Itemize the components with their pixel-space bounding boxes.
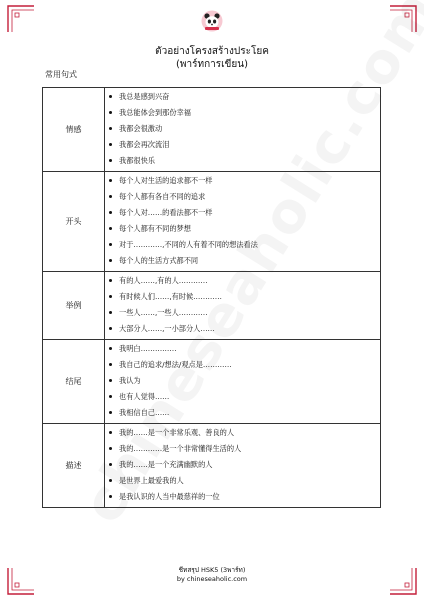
list-item: 每个人对……的看法都不一样 [119,207,380,219]
list-item: 我的……是一个充满幽默的人 [119,459,380,471]
corner-frame-top-right [388,4,418,34]
category-cell: 举例 [43,272,105,340]
list-item: 每个人都有不同的梦想 [119,223,380,235]
list-item: 我的…………是一个非常懂得生活的人 [119,443,380,455]
list-item: 我都会再次流泪 [119,139,380,151]
phrase-list [105,91,380,167]
category-cell: 结尾 [43,340,105,424]
list-item: 也有人觉得…… [119,391,380,403]
phrase-list [105,175,380,267]
table-row [43,272,381,340]
list-item: 每个人的生活方式都不同 [119,255,380,267]
section-label: 常用句式 [45,70,77,79]
table-row [43,340,381,424]
phrase-list [105,343,380,419]
panda-logo-icon [201,10,223,32]
category-cell: 开头 [43,172,105,272]
list-item: 每个人都有各自不同的追求 [119,191,380,203]
list-item: 我总能体会到那份幸福 [119,107,380,119]
list-item: 每个人对生活的追求都不一样 [119,175,380,187]
table-row [43,424,381,508]
category-cell: 情感 [43,88,105,172]
list-item: 我自己的追求/想法/观点是………… [119,359,380,371]
list-item: 大部分人……,一小部分人…… [119,323,380,335]
list-item: 对于…………,不同的人有着不同的想法看法 [119,239,380,251]
list-item: 是我认识的人当中最慈祥的一位 [119,491,380,503]
items-cell [105,272,381,340]
table-row [43,172,381,272]
list-item: 一些人……,一些人………… [119,307,380,319]
footer-title: ชีทสรุป HSK5 (3พาร์ท) [178,566,246,574]
list-item: 我都很快乐 [119,155,380,167]
phrase-table [42,87,381,508]
category-cell: 描述 [43,424,105,508]
footer-credit: by chineseaholic.com [176,575,248,583]
items-cell [105,172,381,272]
list-item: 我认为 [119,375,380,387]
list-item: 我都会很激动 [119,123,380,135]
list-item: 我相信自己…… [119,407,380,419]
items-cell [105,340,381,424]
list-item: 我总是感到兴奋 [119,91,380,103]
phrase-list [105,275,380,335]
list-item: 我明白…………… [119,343,380,355]
items-cell [105,424,381,508]
items-cell [105,88,381,172]
phrase-list [105,427,380,503]
list-item: 我的……是一个非常乐观、善良的人 [119,427,380,439]
list-item: 有时候人们……,有时候………… [119,291,380,303]
corner-frame-top-left [6,4,36,34]
page-subtitle: (พาร์ทการเขียน) [176,59,248,70]
list-item: 有的人……,有的人………… [119,275,380,287]
list-item: 是世界上最爱我的人 [119,475,380,487]
page-title: ตัวอย่างโครงสร้างประโยค [155,46,269,57]
table-row [43,88,381,172]
